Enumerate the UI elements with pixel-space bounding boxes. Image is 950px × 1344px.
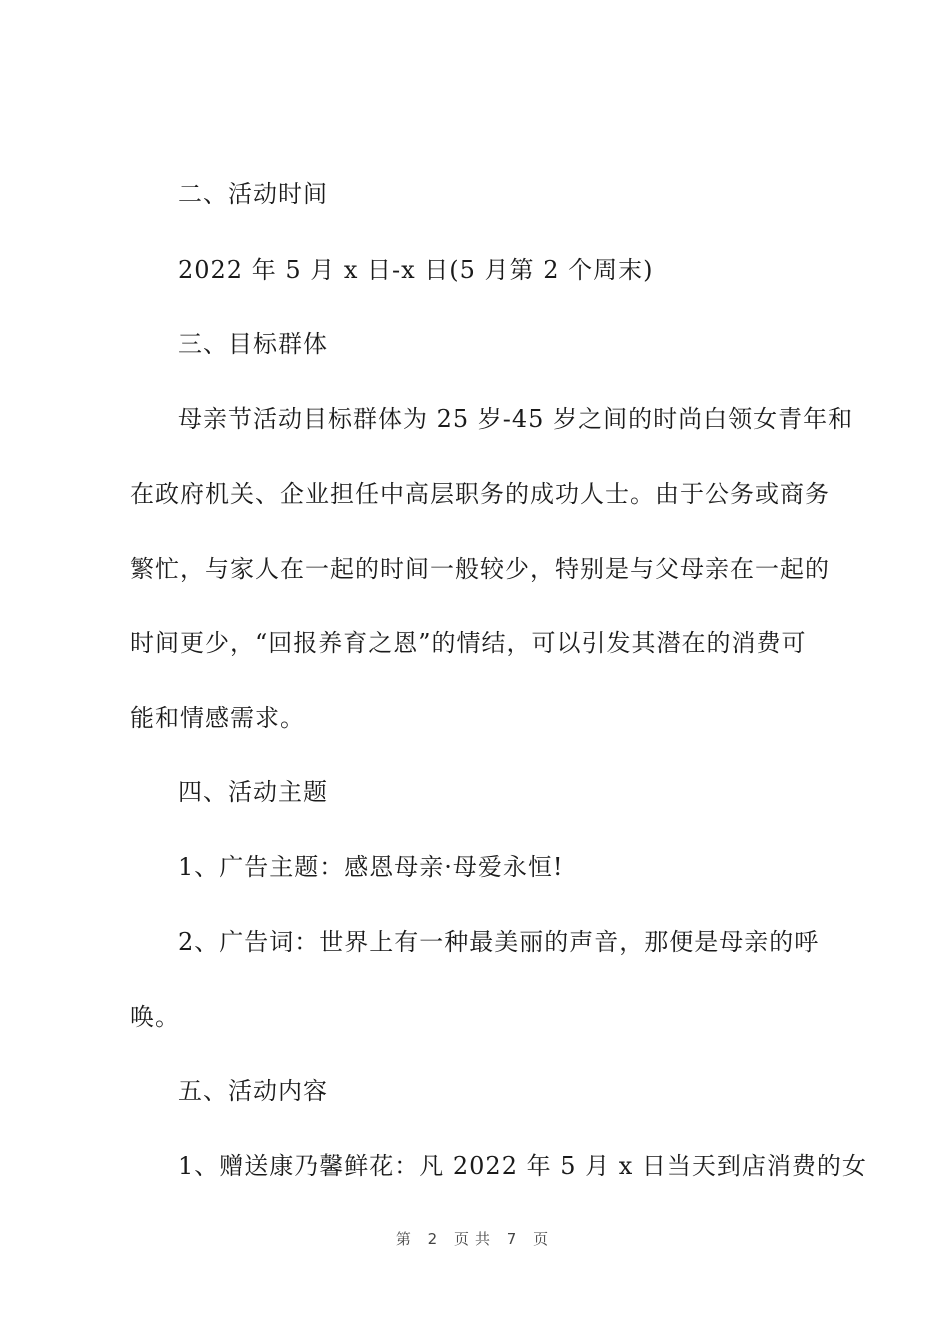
- content-item-carnation-gift: 1、赠送康乃馨鲜花：凡 2022 年 5 月 x 日当天到店消费的女: [178, 1152, 867, 1180]
- target-group-para-line: 时间更少，“回报养育之恩”的情结，可以引发其潜在的消费可: [130, 629, 807, 657]
- theme-item-ad-slogan: 2、广告词：世界上有一种最美丽的声音，那便是母亲的呼: [178, 928, 820, 956]
- section-heading-activity-content: 五、活动内容: [178, 1077, 328, 1105]
- page-number-footer: 第 2 页共 7 页: [395, 1230, 555, 1248]
- section-heading-activity-time: 二、活动时间: [178, 180, 328, 208]
- section-heading-target-group: 三、目标群体: [178, 330, 328, 358]
- target-group-para-line: 母亲节活动目标群体为 25 岁-45 岁之间的时尚白领女青年和: [178, 405, 854, 433]
- target-group-para-line: 在政府机关、企业担任中高层职务的成功人士。由于公务或商务: [130, 480, 830, 508]
- theme-item-ad-theme: 1、广告主题：感恩母亲·母爱永恒!: [178, 853, 564, 881]
- section-heading-activity-theme: 四、活动主题: [178, 778, 328, 806]
- activity-time-text: 2022 年 5 月 x 日-x 日(5 月第 2 个周末): [178, 256, 654, 284]
- theme-item-ad-slogan-cont: 唤。: [130, 1003, 180, 1031]
- target-group-para-line: 能和情感需求。: [130, 704, 305, 732]
- target-group-para-line: 繁忙，与家人在一起的时间一般较少，特别是与父母亲在一起的: [130, 555, 830, 583]
